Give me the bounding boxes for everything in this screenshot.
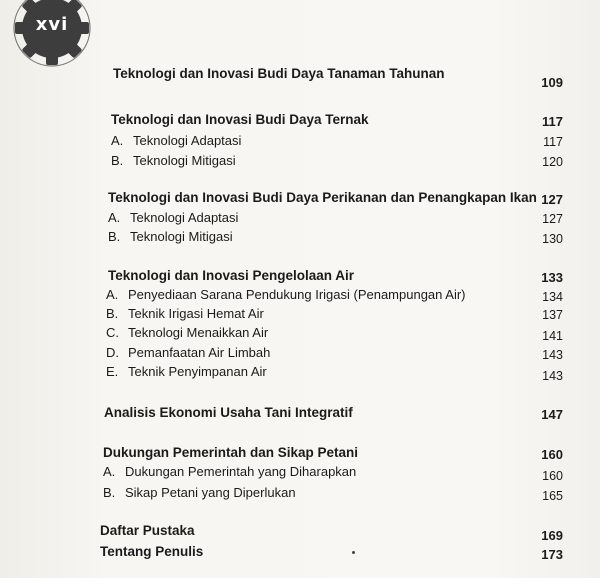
toc-item-label: Penyediaan Sarana Pendukung Irigasi (Penampungan Air) bbox=[128, 287, 466, 302]
toc-item-label: Teknologi Mitigasi bbox=[133, 153, 236, 168]
toc-heading: Daftar Pustaka bbox=[100, 523, 195, 538]
toc-item-label: Teknologi Menaikkan Air bbox=[128, 325, 269, 340]
toc-heading-page: 127 bbox=[541, 192, 563, 207]
toc-heading: Tentang Penulis bbox=[100, 544, 204, 559]
toc-item-letter: B. bbox=[111, 153, 124, 168]
toc-item-page: 137 bbox=[542, 308, 563, 322]
toc-item-page: 130 bbox=[542, 232, 563, 246]
toc-heading-page: 169 bbox=[541, 528, 563, 543]
toc-item-label: Pemanfaatan Air Limbah bbox=[128, 345, 271, 360]
toc-item-letter: B. bbox=[103, 485, 116, 500]
toc-item-letter: A. bbox=[106, 287, 119, 302]
toc-heading-page: 117 bbox=[542, 114, 563, 129]
toc-item-page: 117 bbox=[543, 135, 563, 149]
toc-heading-page: 147 bbox=[541, 407, 563, 422]
toc-item-label: Sikap Petani yang Diperlukan bbox=[125, 485, 296, 500]
page-number-label: xvi bbox=[35, 14, 69, 35]
toc-item-page: 165 bbox=[542, 489, 563, 503]
toc-item-page: 143 bbox=[542, 369, 563, 383]
toc-item-letter: C. bbox=[106, 325, 119, 340]
toc-item-page: 134 bbox=[542, 290, 563, 304]
toc-heading: Dukungan Pemerintah dan Sikap Petani bbox=[103, 445, 359, 460]
toc-heading: Teknologi dan Inovasi Budi Daya Perikanan dan Penangkapan Ikan bbox=[108, 190, 537, 205]
toc-heading: Teknologi dan Inovasi Pengelolaan Air bbox=[108, 268, 355, 283]
toc-item-page: 143 bbox=[542, 348, 563, 362]
toc-heading: Teknologi dan Inovasi Budi Daya Ternak bbox=[111, 112, 369, 127]
toc-heading: Analisis Ekonomi Usaha Tani Integratif bbox=[104, 405, 353, 420]
toc-item-label: Teknik Irigasi Hemat Air bbox=[128, 306, 264, 321]
toc-heading-page: 160 bbox=[541, 447, 563, 462]
toc-item-label: Teknologi Adaptasi bbox=[130, 210, 239, 225]
toc-item-label: Teknologi Adaptasi bbox=[133, 133, 242, 148]
ink-speck bbox=[352, 551, 355, 554]
toc-heading: Teknologi dan Inovasi Budi Daya Tanaman Tahunan bbox=[113, 66, 445, 81]
toc-item-letter: B. bbox=[108, 229, 121, 244]
toc-heading-page: 109 bbox=[541, 75, 563, 90]
toc-heading-page: 133 bbox=[541, 270, 563, 285]
toc-item-letter: A. bbox=[111, 133, 124, 148]
toc-item-letter: E. bbox=[106, 364, 119, 379]
toc-item-label: Teknologi Mitigasi bbox=[130, 229, 233, 244]
toc-item-letter: A. bbox=[108, 210, 121, 225]
toc-item-page: 120 bbox=[542, 155, 563, 169]
toc-item-label: Teknik Penyimpanan Air bbox=[128, 364, 267, 379]
page-number-badge bbox=[6, 0, 98, 68]
toc-item-page: 141 bbox=[542, 329, 563, 343]
toc-item-page: 127 bbox=[542, 212, 563, 226]
toc-item-letter: A. bbox=[103, 464, 116, 479]
toc-heading-page: 173 bbox=[541, 547, 563, 562]
toc-item-label: Dukungan Pemerintah yang Diharapkan bbox=[125, 464, 357, 479]
toc-item-letter: D. bbox=[106, 345, 119, 360]
toc-item-page: 160 bbox=[542, 469, 563, 483]
toc-item-letter: B. bbox=[106, 306, 119, 321]
